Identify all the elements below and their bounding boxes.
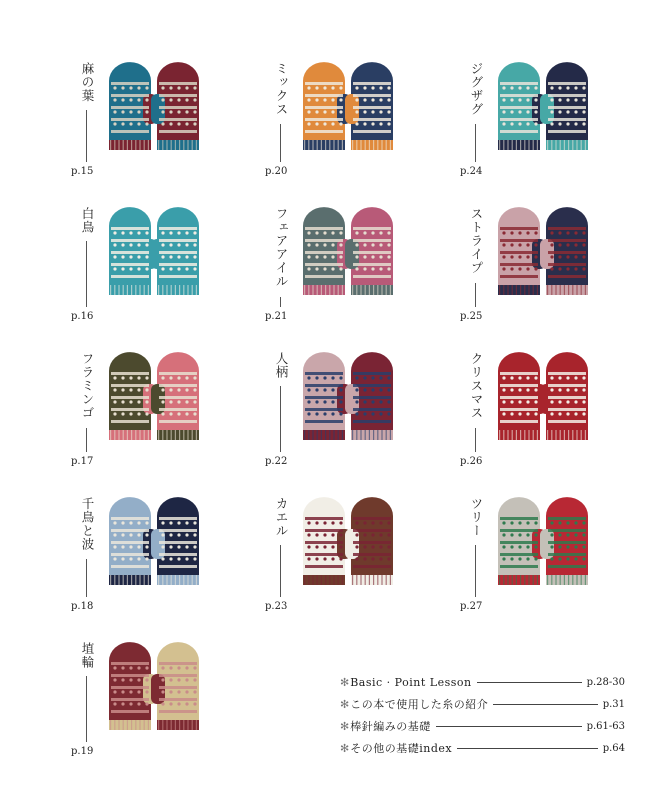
mitten-pair-illustration bbox=[109, 350, 269, 450]
entry-label bbox=[265, 207, 291, 322]
entry-page: p.15 bbox=[71, 166, 94, 177]
left-mitten bbox=[109, 352, 157, 440]
asterisk-icon: ✻ bbox=[340, 675, 350, 689]
mitten-pair-illustration bbox=[303, 350, 463, 450]
entry-title: ストライプ bbox=[469, 207, 484, 275]
left-mitten bbox=[303, 497, 351, 585]
toc-item-page: p.28-30 bbox=[586, 676, 625, 688]
toc-item-title: 棒針編みの基礎 bbox=[350, 720, 431, 733]
right-mitten bbox=[151, 497, 199, 585]
right-mitten bbox=[345, 497, 393, 585]
entry-page: p.23 bbox=[265, 601, 288, 612]
mitten-pair-illustration bbox=[498, 495, 654, 595]
entry-label bbox=[265, 352, 291, 467]
entry-title: フェアアイル bbox=[274, 207, 289, 288]
leader-line bbox=[475, 545, 476, 597]
entry-label bbox=[460, 497, 486, 612]
toc-item[interactable] bbox=[340, 715, 625, 737]
entry-page: p.17 bbox=[71, 456, 94, 467]
toc-item-page: p.61-63 bbox=[586, 720, 625, 732]
left-mitten bbox=[109, 642, 157, 730]
entry-page: p.21 bbox=[265, 311, 288, 322]
asterisk-icon: ✻ bbox=[340, 741, 350, 755]
right-mitten bbox=[345, 207, 393, 295]
entry-title: 埴輪 bbox=[80, 642, 95, 669]
entry-title: フラミンゴ bbox=[80, 352, 95, 420]
asterisk-icon: ✻ bbox=[340, 719, 350, 733]
left-mitten bbox=[498, 352, 546, 440]
entry-page: p.25 bbox=[460, 311, 483, 322]
entry-page: p.20 bbox=[265, 166, 288, 177]
entry-label bbox=[460, 62, 486, 177]
leader-line bbox=[86, 676, 87, 742]
mitten-pair-illustration bbox=[109, 640, 269, 740]
entry-title: ミックス bbox=[274, 62, 289, 116]
entry-page: p.22 bbox=[265, 456, 288, 467]
entry-page: p.26 bbox=[460, 456, 483, 467]
entry-title: 麻の葉 bbox=[80, 62, 95, 103]
left-mitten bbox=[109, 497, 157, 585]
mitten-pair-illustration bbox=[498, 60, 654, 160]
mitten-entry[interactable] bbox=[460, 205, 654, 322]
entry-title: 人柄 bbox=[274, 352, 289, 379]
entry-title: クリスマス bbox=[469, 352, 484, 420]
entry-page: p.24 bbox=[460, 166, 483, 177]
asterisk-icon: ✻ bbox=[340, 697, 350, 711]
entry-label bbox=[460, 207, 486, 322]
entry-title: ジグザグ bbox=[469, 62, 484, 116]
leader-line bbox=[280, 545, 281, 597]
toc-item[interactable] bbox=[340, 671, 625, 693]
entry-title: カエル bbox=[274, 497, 289, 538]
mitten-pair-illustration bbox=[498, 350, 654, 450]
entry-label bbox=[71, 207, 97, 322]
leader-line bbox=[86, 428, 87, 452]
leader-line bbox=[280, 124, 281, 162]
right-mitten bbox=[151, 62, 199, 150]
left-mitten bbox=[498, 207, 546, 295]
right-mitten bbox=[540, 497, 588, 585]
entry-page: p.27 bbox=[460, 601, 483, 612]
left-mitten bbox=[109, 62, 157, 150]
mitten-entry[interactable] bbox=[460, 60, 654, 177]
leader-line bbox=[436, 726, 582, 727]
leader-line bbox=[280, 297, 281, 307]
left-mitten bbox=[498, 497, 546, 585]
left-mitten bbox=[109, 207, 157, 295]
mitten-pair-illustration bbox=[303, 495, 463, 595]
entry-label bbox=[71, 497, 97, 612]
right-mitten bbox=[345, 352, 393, 440]
mitten-entry[interactable] bbox=[460, 495, 654, 612]
leader-line bbox=[475, 283, 476, 307]
leader-line bbox=[280, 386, 281, 452]
right-mitten bbox=[151, 352, 199, 440]
entry-label bbox=[71, 62, 97, 177]
left-mitten bbox=[303, 207, 351, 295]
mitten-pair-illustration bbox=[303, 60, 463, 160]
right-mitten bbox=[151, 207, 199, 295]
leader-line bbox=[86, 241, 87, 307]
mitten-entry[interactable] bbox=[265, 205, 471, 322]
toc-item-page: p.64 bbox=[602, 742, 625, 754]
mitten-pair-illustration bbox=[109, 495, 269, 595]
entry-label bbox=[71, 352, 97, 467]
entry-page: p.18 bbox=[71, 601, 94, 612]
mitten-pair-illustration bbox=[498, 205, 654, 305]
mitten-pair-illustration bbox=[109, 205, 269, 305]
entry-label bbox=[71, 642, 97, 757]
entry-label bbox=[265, 62, 291, 177]
entry-title: ツリー bbox=[469, 497, 484, 538]
contents-list bbox=[340, 671, 625, 759]
mitten-pair-illustration bbox=[303, 205, 463, 305]
leader-line bbox=[477, 682, 582, 683]
mitten-entry[interactable] bbox=[71, 640, 277, 757]
mitten-entry[interactable] bbox=[265, 350, 471, 467]
entry-page: p.16 bbox=[71, 311, 94, 322]
toc-item[interactable] bbox=[340, 737, 625, 759]
leader-line bbox=[493, 704, 597, 705]
leader-line bbox=[457, 748, 598, 749]
toc-item-page: p.31 bbox=[602, 698, 625, 710]
entry-title: 千鳥と波 bbox=[80, 497, 95, 551]
toc-item-title: その他の基礎index bbox=[350, 742, 453, 755]
entry-label bbox=[265, 497, 291, 612]
right-mitten bbox=[540, 62, 588, 150]
entry-page: p.19 bbox=[71, 746, 94, 757]
mitten-entry[interactable] bbox=[265, 495, 471, 612]
left-mitten bbox=[498, 62, 546, 150]
entry-label bbox=[460, 352, 486, 467]
leader-line bbox=[475, 428, 476, 452]
toc-item[interactable] bbox=[340, 693, 625, 715]
left-mitten bbox=[303, 62, 351, 150]
mitten-pair-illustration bbox=[109, 60, 269, 160]
mitten-entry[interactable] bbox=[265, 60, 471, 177]
right-mitten bbox=[345, 62, 393, 150]
entry-title: 白鳥 bbox=[80, 207, 95, 234]
leader-line bbox=[86, 559, 87, 597]
right-mitten bbox=[540, 352, 588, 440]
toc-item-title: この本で使用した糸の紹介 bbox=[350, 698, 489, 711]
toc-item-title: Basic · Point Lesson bbox=[350, 675, 472, 689]
leader-line bbox=[475, 124, 476, 162]
right-mitten bbox=[540, 207, 588, 295]
mitten-entry[interactable] bbox=[460, 350, 654, 467]
leader-line bbox=[86, 110, 87, 162]
right-mitten bbox=[151, 642, 199, 730]
left-mitten bbox=[303, 352, 351, 440]
